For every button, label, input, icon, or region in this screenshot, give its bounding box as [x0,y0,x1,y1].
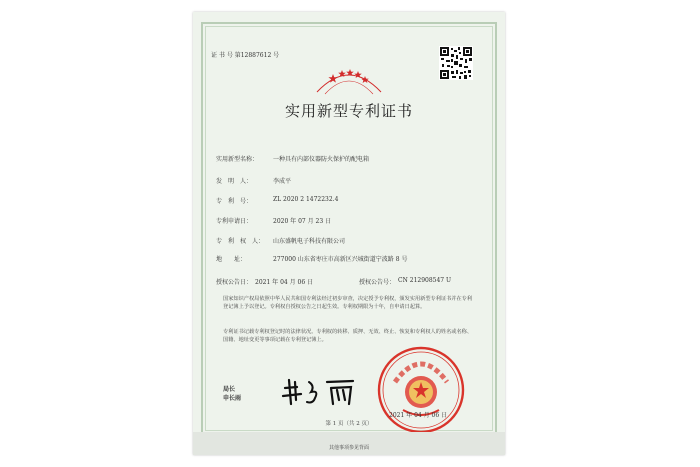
grant-date-label: 授权公告日： [216,279,253,286]
field-label-patent-no: 专 利 号： [216,198,253,205]
signatory-name: 申长雨 [223,395,242,402]
qr-code [439,46,473,80]
footnote: 其他事项参见背面 [328,445,369,451]
stars-emblem-icon [311,64,387,100]
field-label-address: 地 址： [216,256,247,263]
field-label-inventor: 发 明 人： [216,178,253,185]
certificate-number: 证 书 号 第12887612 号 [211,52,280,59]
field-value-patentee: 山东盛帆电子科技有限公司 [273,238,346,245]
grant-no-value: CN 212908547 U [398,277,452,284]
field-label-name: 实用新型名称： [216,156,259,163]
field-value-name: 一种具有内部仪器防火保护的配电箱 [273,156,370,163]
field-value-inventor: 李成平 [273,178,292,185]
certificate-paper [193,12,505,455]
seal-date: 2021 年 04 月 06 日 [389,412,448,419]
field-value-address: 277000 山东省枣庄市高新区兴城街道宁波路 8 号 [273,256,408,263]
grant-no-label: 授权公告号： [359,279,396,286]
page-indicator: 第 1 页（共 2 页） [325,421,373,427]
field-label-patentee: 专 利 权 人： [216,238,265,245]
field-label-filing-date: 专利申请日： [216,218,253,225]
field-value-filing-date: 2020 年 07 月 23 日 [273,218,332,225]
official-seal [373,342,469,442]
certificate-title: 实用新型专利证书 [284,102,413,120]
field-value-patent-no: ZL 2020 2 1472232.4 [273,196,339,203]
grant-date-value: 2021 年 04 月 06 日 [255,279,314,286]
signatory-title: 局长 [223,386,236,393]
paragraph-legal: 专利证书记载专利权登记时的法律状况。专利权的转移、质押、无效、终止、恢复和专利权人的姓名或名称、国籍、地址变更等事项记载在专利登记簿上。 [223,329,473,344]
paragraph-grant: 国家知识产权局依照中华人民共和国专利法经过初步审查，决定授予专利权，颁发实用新型专利证书并在专利登记簿上予以登记。专利权自授权公告之日起生效。专利权期限为十年，自申请日起算。 [223,296,473,311]
signature-image [279,374,359,414]
